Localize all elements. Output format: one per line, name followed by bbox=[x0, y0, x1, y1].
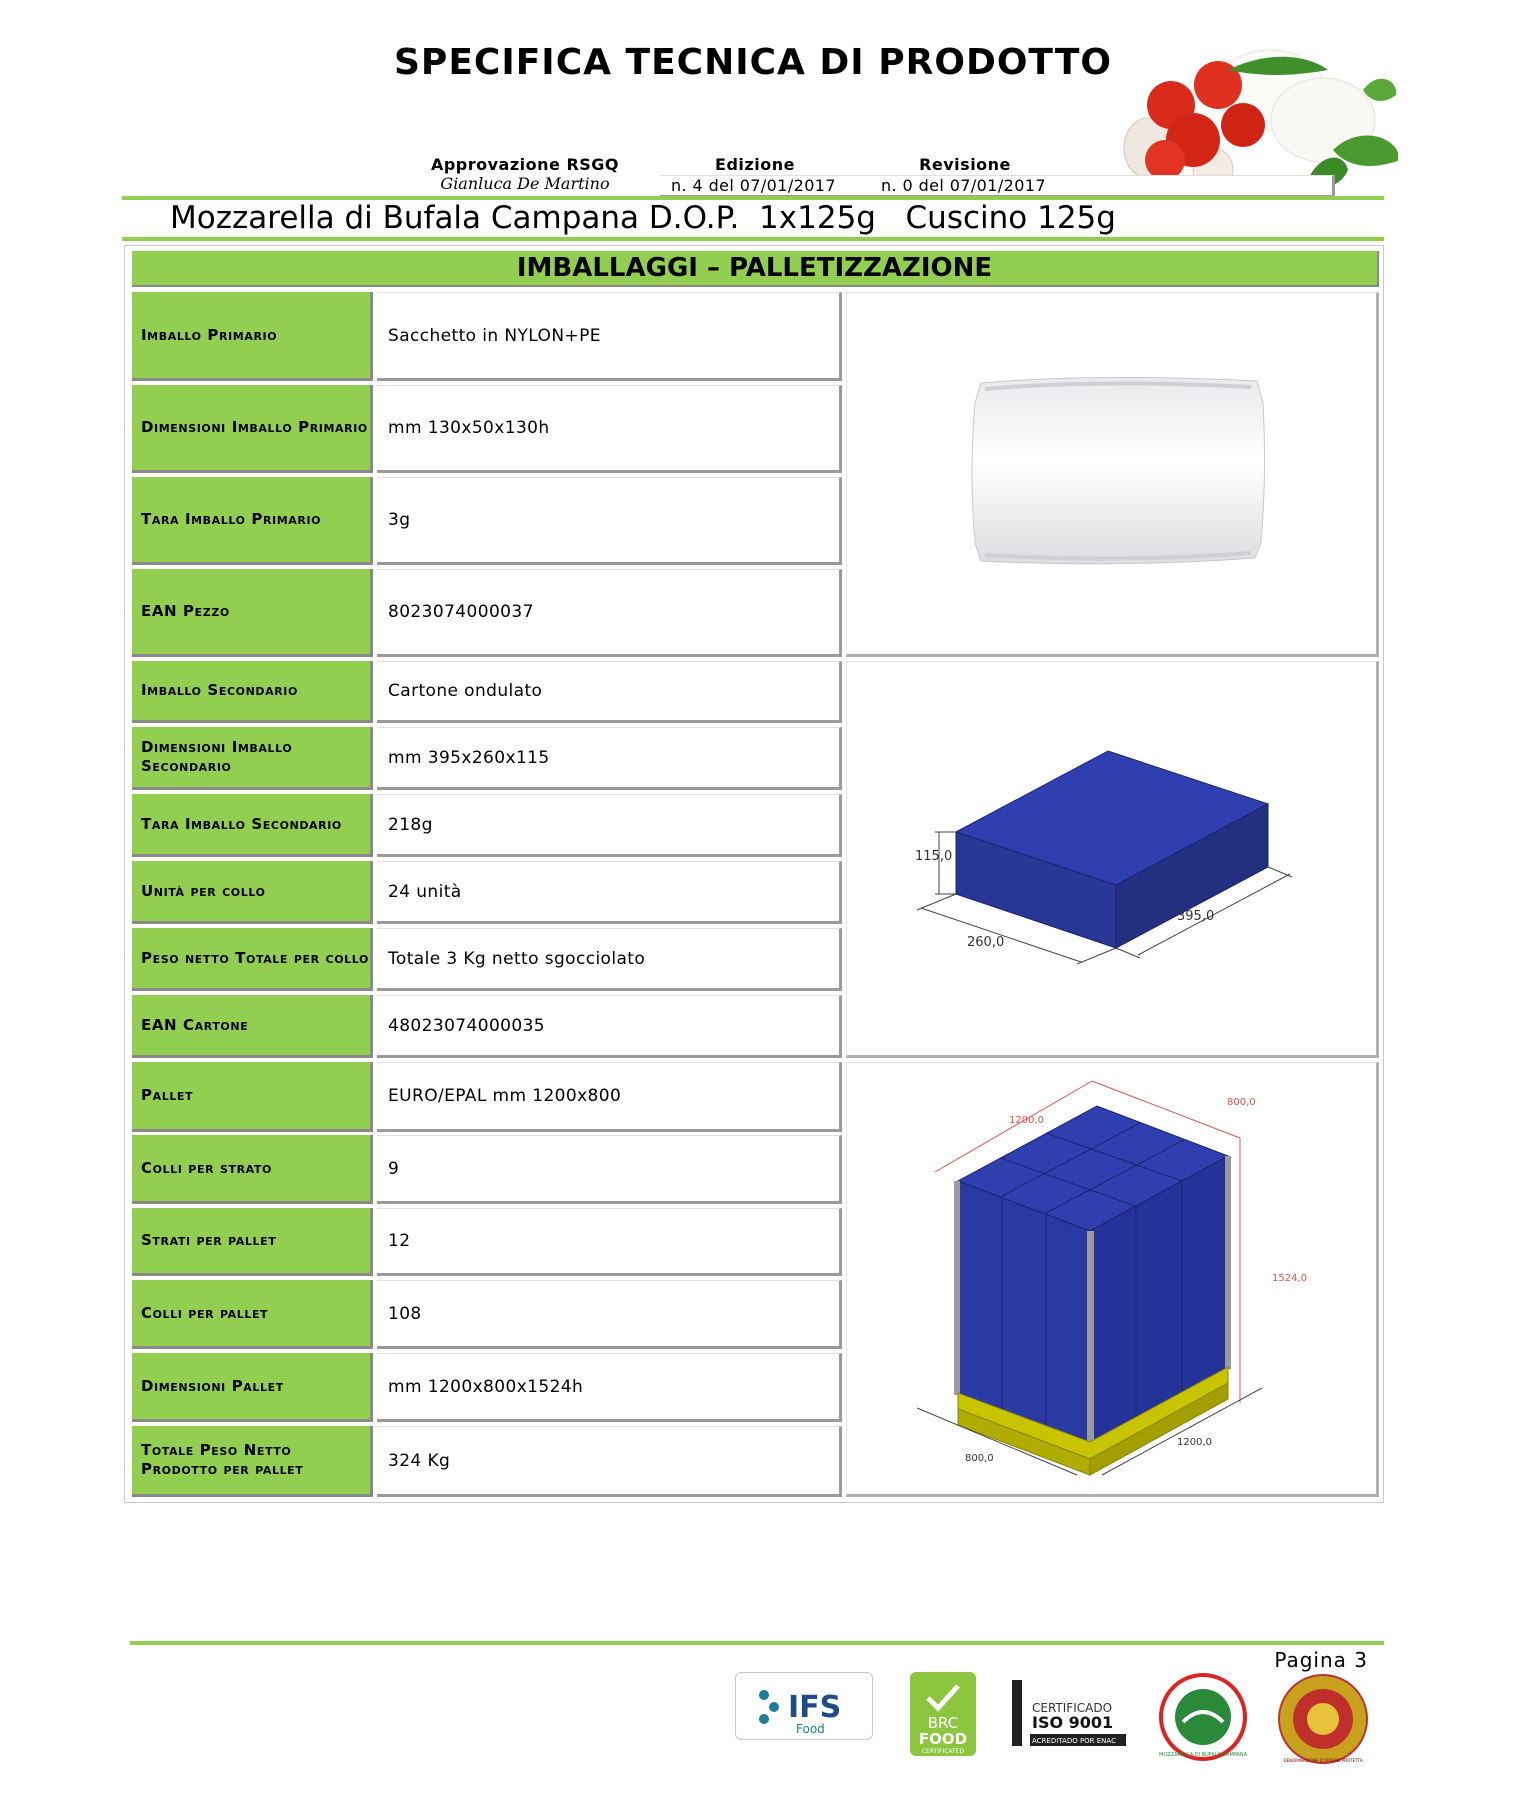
row-value: 218g bbox=[377, 794, 842, 857]
row-value: mm 395x260x115 bbox=[377, 727, 842, 790]
row-label: Colli per pallet bbox=[132, 1280, 373, 1349]
edition-label: Edizione bbox=[715, 155, 795, 174]
row-value: Sacchetto in NYLON+PE bbox=[377, 292, 842, 381]
row-label: Dimensioni Pallet bbox=[132, 1353, 373, 1422]
row-value: 48023074000035 bbox=[377, 995, 842, 1058]
svg-text:CERTIFICATED: CERTIFICATED bbox=[921, 1748, 965, 1755]
carton-drawing bbox=[847, 662, 1380, 1059]
row-label: Colli per strato bbox=[132, 1135, 373, 1204]
row-value: mm 1200x800x1524h bbox=[377, 1353, 842, 1422]
consorzio-logo bbox=[1158, 1672, 1248, 1762]
row-label: Totale Peso Netto Prodotto per pallet bbox=[132, 1426, 373, 1497]
approval-block bbox=[420, 155, 630, 193]
approval-label: Approvazione RSGQ bbox=[430, 155, 620, 174]
carton-cell bbox=[846, 661, 1379, 1058]
primary-pack-cell bbox=[846, 292, 1379, 657]
row-value: 108 bbox=[377, 1280, 842, 1349]
pouch-image bbox=[847, 293, 1380, 658]
brc-food-logo bbox=[910, 1672, 976, 1756]
box-height-label: 115,0 bbox=[915, 849, 953, 864]
row-label: EAN Pezzo bbox=[132, 569, 373, 657]
pallet-base-length-label: 1200,0 bbox=[1177, 1437, 1212, 1448]
box-width-label: 260,0 bbox=[967, 935, 1005, 950]
row-label: Imballo Secondario bbox=[132, 661, 373, 723]
row-label: Strati per pallet bbox=[132, 1208, 373, 1276]
box-length-label: 395,0 bbox=[1177, 909, 1215, 924]
approval-signature: Gianluca De Martino bbox=[440, 174, 610, 193]
row-value: Cartone ondulato bbox=[377, 661, 842, 723]
revision-block bbox=[870, 155, 1060, 198]
footer-rule bbox=[130, 1641, 1384, 1645]
pallet-cell bbox=[846, 1062, 1379, 1497]
document-title: SPECIFICA TECNICA DI PRODOTTO bbox=[394, 42, 1112, 83]
product-rule bbox=[122, 237, 1384, 241]
pallet-top-length-label: 1200,0 bbox=[1009, 1115, 1044, 1126]
row-value: mm 130x50x130h bbox=[377, 385, 842, 473]
row-value: 8023074000037 bbox=[377, 569, 842, 657]
row-label: Pallet bbox=[132, 1062, 373, 1132]
svg-text:Food: Food bbox=[796, 1722, 825, 1736]
ifs-food-logo bbox=[735, 1672, 873, 1740]
svg-text:ISO 9001: ISO 9001 bbox=[1032, 1713, 1114, 1732]
svg-text:BRC: BRC bbox=[927, 1714, 959, 1732]
revision-value: n. 0 del 07/01/2017 bbox=[870, 175, 1335, 198]
iso-9001-logo bbox=[1012, 1672, 1128, 1756]
pallet-top-width-label: 800,0 bbox=[1227, 1097, 1256, 1108]
pallet-height-label: 1524,0 bbox=[1272, 1273, 1307, 1284]
svg-text:ACREDITADO POR ENAC: ACREDITADO POR ENAC bbox=[1032, 1737, 1116, 1745]
row-value: Totale 3 Kg netto sgocciolato bbox=[377, 928, 842, 991]
product-name: Mozzarella di Bufala Campana D.O.P. 1x125g Cuscino 125g bbox=[170, 200, 1116, 236]
row-label: Peso netto Totale per collo bbox=[132, 928, 373, 991]
pallet-base-width-label: 800,0 bbox=[965, 1453, 994, 1464]
svg-text:DENOMINAZIONE D'ORIGINE PROTET: DENOMINAZIONE D'ORIGINE PROTETTA bbox=[1283, 1758, 1363, 1763]
row-value: 3g bbox=[377, 477, 842, 565]
row-value: 24 unità bbox=[377, 861, 842, 924]
svg-text:FOOD: FOOD bbox=[918, 1730, 968, 1748]
row-value: 9 bbox=[377, 1135, 842, 1204]
row-label: Tara Imballo Secondario bbox=[132, 794, 373, 857]
row-label: Dimensioni Imballo Secondario bbox=[132, 727, 373, 790]
edition-value: n. 4 del 07/01/2017 bbox=[660, 175, 1125, 198]
row-label: EAN Cartone bbox=[132, 995, 373, 1058]
row-value: 12 bbox=[377, 1208, 842, 1276]
row-value: 324 Kg bbox=[377, 1426, 842, 1497]
edition-block bbox=[660, 155, 850, 198]
page-number: Pagina 3 bbox=[1274, 1648, 1368, 1672]
row-value: EURO/EPAL mm 1200x800 bbox=[377, 1062, 842, 1132]
svg-text:CERTIFICADO: CERTIFICADO bbox=[1032, 1701, 1113, 1715]
row-label: Imballo Primario bbox=[132, 292, 373, 381]
svg-text:IFS: IFS bbox=[788, 1690, 842, 1725]
row-label: Dimensioni Imballo Primario bbox=[132, 385, 373, 473]
section-title: IMBALLAGGI – PALLETIZZAZIONE bbox=[132, 251, 1379, 287]
svg-text:MOZZARELLA DI BUFALA CAMPANA: MOZZARELLA DI BUFALA CAMPANA bbox=[1158, 1752, 1248, 1758]
row-label: Unità per collo bbox=[132, 861, 373, 924]
dop-logo bbox=[1276, 1672, 1370, 1766]
revision-label: Revisione bbox=[919, 155, 1011, 174]
row-label: Tara Imballo Primario bbox=[132, 477, 373, 565]
pallet-drawing bbox=[847, 1063, 1380, 1498]
